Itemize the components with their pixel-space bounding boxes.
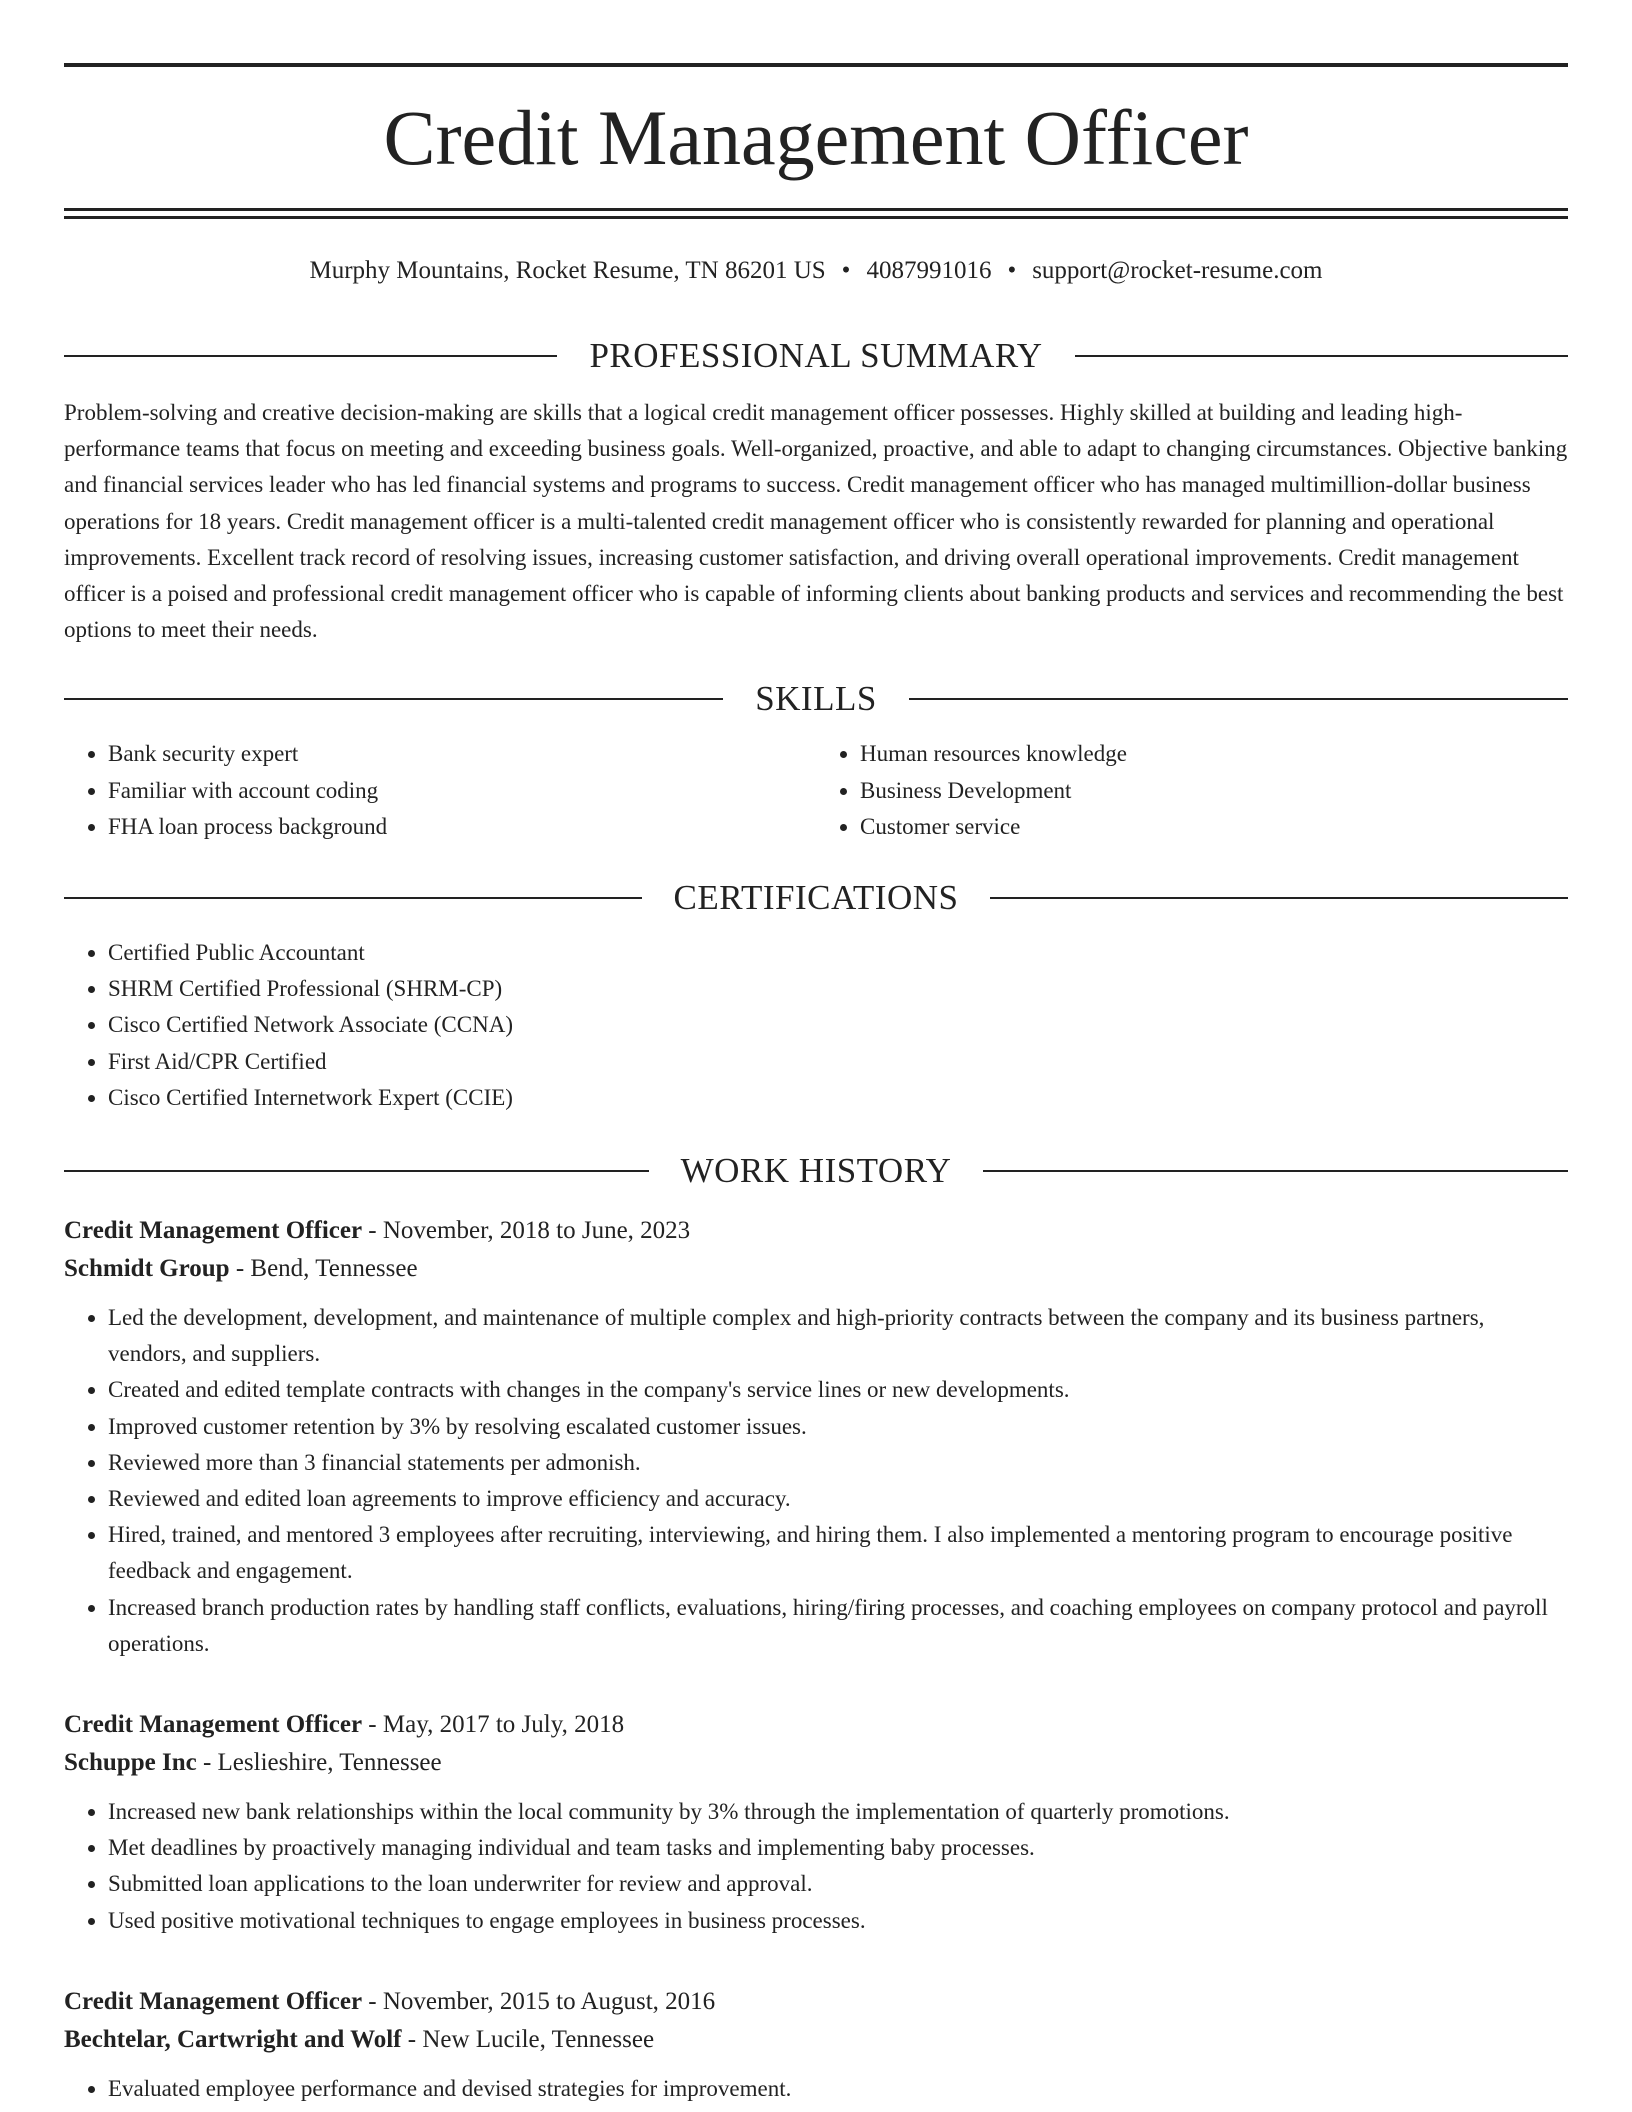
job-bullets [64, 2071, 1568, 2107]
job-bullet: • Created and edited template contracts with changes in the company's service lines or new developments. [108, 1372, 1568, 1408]
section-heading-certifications [64, 869, 1568, 927]
job-dates: - November, 2015 to August, 2016 [362, 1987, 716, 2015]
skill-item: • Human resources knowledge [860, 736, 1568, 772]
certification-item: • Certified Public Accountant [108, 935, 1568, 971]
top-rule [64, 63, 1568, 67]
job-dates: - May, 2017 to July, 2018 [362, 1711, 625, 1739]
certification-item: • First Aid/CPR Certified [108, 1044, 1568, 1080]
contact-line [64, 254, 1568, 288]
heading-rule-right [1075, 355, 1568, 357]
skill-item: • Bank security expert [108, 736, 816, 772]
section-title: SKILLS [755, 679, 877, 719]
summary-text: Problem-solving and creative decision-making are skills that a logical credit management officer possesses. Highly skilled at building and leading high-performance teams that focus on meeting and exceeding business goals. Well-organized, proactive, and able to adapt to changing circumstances. Objective banking and financial services leader who has led financial systems and programs to success. Credit management officer who has managed multimillion-dollar business operations for 18 years. Credit management officer is a multi-talented credit management officer who is consistently rewarded for planning and operational improvements. Excellent track record of resolving issues, increasing customer satisfaction, and driving overall operational improvements. Credit management officer is a poised and professional credit management officer who is capable of informing clients about banking products and services and recommending the best options to meet their needs. [64, 400, 1568, 643]
job-bullet: • Submitted loan applications to the loan underwriter for review and approval. [108, 1866, 1568, 1902]
job-bullets [64, 1300, 1568, 1662]
section-title: CERTIFICATIONS [673, 878, 959, 918]
job-bullet: • Used positive motivational techniques to engage employees in business processes. [108, 1903, 1568, 1939]
job-role: Credit Management Officer [64, 1711, 363, 1739]
heading-rule-right [909, 698, 1568, 700]
job-company: Bechtelar, Cartwright and Wolf [64, 2025, 402, 2053]
skills-column-left [64, 736, 816, 845]
job-bullet: • Met deadlines by proactively managing individual and team tasks and implementing baby processes. [108, 1830, 1568, 1866]
heading-rule-right [990, 897, 1568, 899]
job-role-line [64, 1212, 1568, 1250]
certification-item: • SHRM Certified Professional (SHRM-CP) [108, 971, 1568, 1007]
skill-item: • FHA loan process background [108, 809, 816, 845]
contact-phone: 4087991016 [866, 257, 992, 284]
job-bullet: • Improved customer retention by 3% by resolving escalated customer issues. [108, 1409, 1568, 1445]
job-bullets [64, 1794, 1568, 1939]
job-role: Credit Management Officer [64, 1217, 363, 1245]
job-entry [64, 1983, 1568, 2107]
certification-item: • Cisco Certified Internetwork Expert (CCIE) [108, 1080, 1568, 1116]
job-bullet: • Increased branch production rates by handling staff conflicts, evaluations, hiring/firing processes, and coaching employees on company protocol and payroll operations. [108, 1590, 1568, 1662]
job-role: Credit Management Officer [64, 1987, 363, 2015]
contact-address: Murphy Mountains, Rocket Resume, TN 86201 US [309, 257, 826, 284]
job-bullet: • Increased new bank relationships within the local community by 3% through the implementation of quarterly promotions. [108, 1794, 1568, 1830]
certifications-list [64, 935, 1568, 1116]
job-entry [64, 1212, 1568, 1662]
job-location: - New Lucile, Tennessee [401, 2025, 655, 2053]
heading-rule-left [64, 1170, 649, 1172]
contact-separator: • [1007, 257, 1017, 284]
heading-rule-left [64, 355, 557, 357]
job-bullet: • Led the development, development, and maintenance of multiple complex and high-priority contracts between the company and its business partners, vendors, and suppliers. [108, 1300, 1568, 1372]
skills-column-right [816, 736, 1568, 845]
job-role-line [64, 1706, 1568, 1744]
heading-rule-left [64, 698, 723, 700]
title-rule-lower [64, 216, 1568, 219]
section-heading-work-history [64, 1142, 1568, 1200]
resume-title: Credit Management Officer [383, 94, 1249, 181]
heading-rule-right [983, 1170, 1568, 1172]
job-company-line [64, 1744, 1568, 1782]
job-company-line [64, 1250, 1568, 1288]
title-rule-upper [64, 208, 1568, 211]
job-dates: - November, 2018 to June, 2023 [362, 1217, 691, 1245]
skills-list [64, 736, 1568, 845]
contact-email: support@rocket-resume.com [1032, 257, 1323, 284]
contact-separator: • [841, 257, 851, 284]
heading-rule-left [64, 897, 642, 899]
job-bullet: • Reviewed and edited loan agreements to improve efficiency and accuracy. [108, 1481, 1568, 1517]
skill-item: • Customer service [860, 809, 1568, 845]
skill-item: • Business Development [860, 773, 1568, 809]
section-heading-summary [64, 327, 1568, 385]
resume-content [64, 327, 1568, 2107]
job-company: Schmidt Group [64, 1255, 230, 1283]
job-entry [64, 1706, 1568, 1939]
job-company: Schuppe Inc [64, 1749, 197, 1777]
section-title: PROFESSIONAL SUMMARY [589, 336, 1043, 375]
job-company-line [64, 2021, 1568, 2059]
job-bullet: • Reviewed more than 3 financial statements per admonish. [108, 1445, 1568, 1481]
job-bullet: • Hired, trained, and mentored 3 employees after recruiting, interviewing, and hiring them. I also implemented a mentoring program to encourage positive feedback and engagement. [108, 1517, 1568, 1589]
section-heading-skills [64, 670, 1568, 728]
job-location: - Leslieshire, Tennessee [196, 1749, 442, 1777]
job-bullet: • Evaluated employee performance and devised strategies for improvement. [108, 2071, 1568, 2107]
section-title: WORK HISTORY [680, 1151, 952, 1191]
job-role-line [64, 1983, 1568, 2021]
job-location: - Bend, Tennessee [229, 1255, 418, 1283]
skill-item: • Familiar with account coding [108, 773, 816, 809]
certification-item: • Cisco Certified Network Associate (CCNA) [108, 1007, 1568, 1043]
